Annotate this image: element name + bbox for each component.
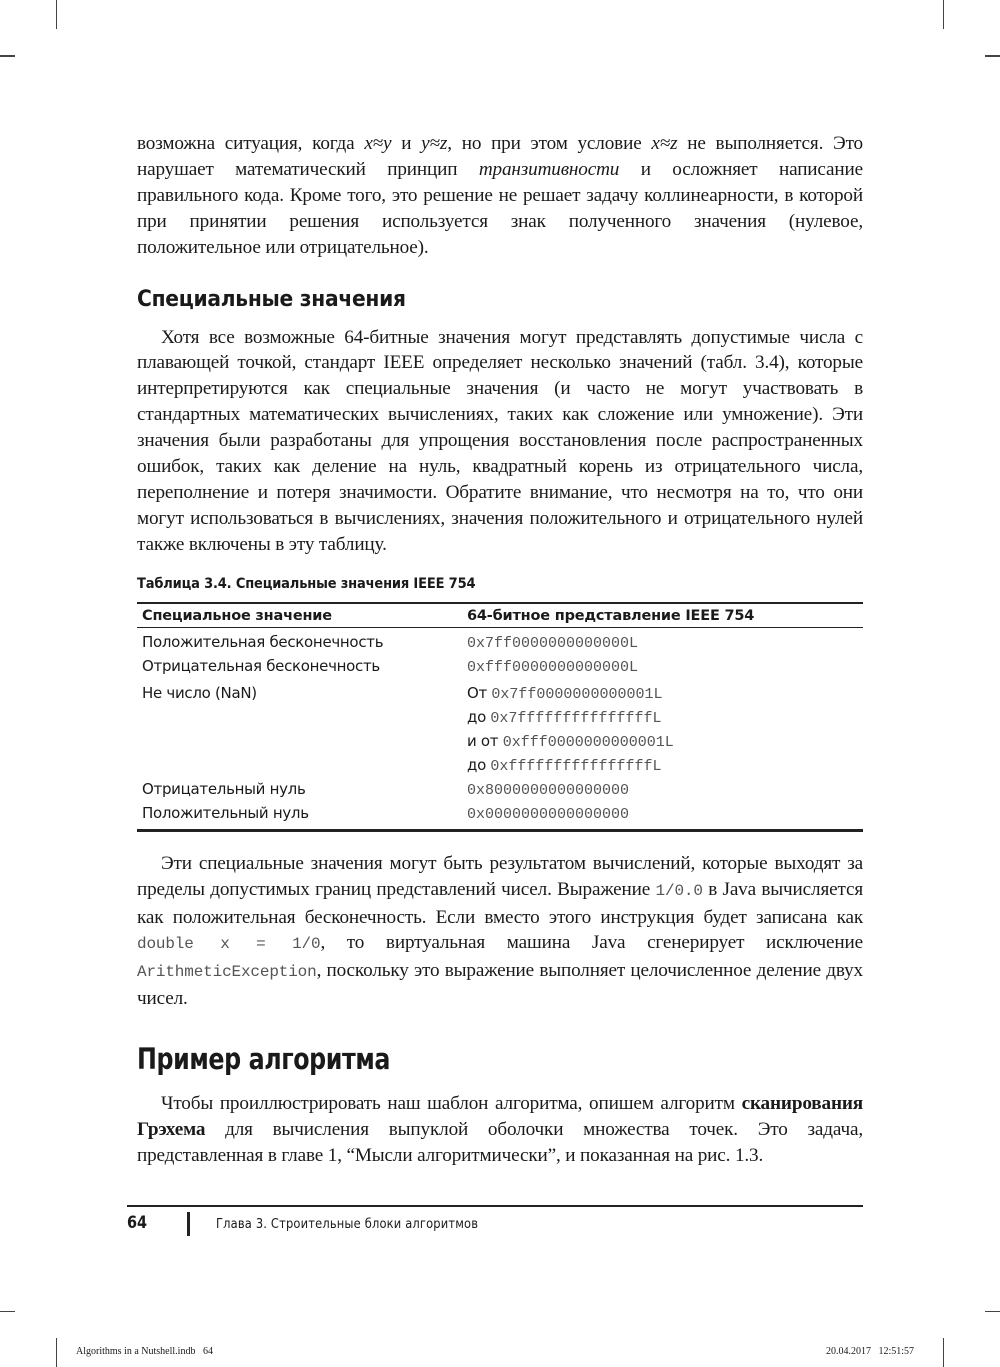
footer-separator (187, 1212, 190, 1236)
cell-value (462, 802, 863, 831)
text-run: возможна ситуация, когда (137, 133, 365, 154)
page-number: 64 (127, 1213, 148, 1233)
inline-code: 1/0.0 (655, 881, 703, 900)
table-row (137, 679, 863, 778)
range-prefix: От (467, 683, 492, 702)
crop-mark-top-right-vertical (943, 0, 944, 29)
text-run: не выполняется. Это нарушает математический принцип (137, 133, 863, 180)
cell-value-nan-range (462, 679, 863, 778)
hex-value: 0x8000000000000000 (467, 781, 630, 799)
hex-value: 0x7ff0000000000001L (491, 685, 663, 703)
hex-value: 0x0000000000000000 (467, 805, 630, 823)
cell-name: Положительный нуль (142, 803, 309, 822)
slug-datetime: 20.04.2017 12:51:57 (826, 1346, 915, 1357)
text-run: , то виртуальная машина Java сгенерирует исключение (320, 932, 863, 954)
cell-name: Отрицательная бесконечность (142, 656, 380, 675)
hex-value: 0xffffffffffffffffL (490, 757, 662, 775)
crop-mark-bottom-right-horizontal (985, 1311, 1000, 1312)
crop-mark-top-right-horizontal (985, 55, 1000, 57)
slug-filename: Algorithms in a Nutshell.indb 64 (76, 1346, 213, 1357)
running-footer-title: Глава 3. Строительные блоки алгоритмов (216, 1216, 479, 1232)
nan-range-line (467, 754, 858, 778)
table-header-row (137, 603, 863, 628)
table-caption: Таблица 3.4. Специальные значения IEEE 754 (137, 575, 476, 592)
math-expression: y≈z (421, 133, 448, 154)
cell-name: Положительная бесконечность (142, 632, 384, 651)
text-run: и (391, 133, 422, 154)
section-heading-special-values: Специальные значения (137, 286, 406, 312)
crop-mark-bottom-left-vertical (56, 1338, 57, 1367)
cell-name: Отрицательный нуль (142, 779, 306, 798)
column-header-ieee-representation: 64-битное представление IEEE 754 (462, 603, 863, 628)
math-expression: x≈z (651, 133, 678, 154)
nan-range-line (467, 730, 858, 754)
special-values-paragraph: Хотя все возможные 64-битные значения могут представлять допустимые числа с плавающей точкой, стандарт IEEE определяет несколько значений (табл. 3.4), которые интерпретируются как специальные значения (и часто не могут участвовать в стандартных математических вычислениях, таких как сложение или умножение). Эти значения были разработаны для упрощения восстановления после распространенных ошибок, таких как деление на нуль, квадратный корень из отрицательного числа, переполнение и потеря значимости. Обратите внимание, что несмотря на то, что они могут использоваться в вычислениях, значения положительного и отрицательного нулей также включены в эту таблицу. (137, 326, 863, 555)
nan-range-line (467, 682, 858, 706)
text-run: и осложняет написание правильного кода. Кроме того, это решение не решает задачу коллинеарности, в которой при принятии решения используется знак полученного значения (нулевое, положительное или отрицательное). (137, 158, 863, 258)
text-run: Чтобы проиллюстрировать наш шаблон алгоритма, опишем алгоритм (161, 1093, 742, 1115)
column-header-special-value: Специальное значение (137, 603, 462, 628)
cell-value (462, 627, 863, 655)
algorithm-example-paragraph (137, 1091, 863, 1169)
table-row (137, 778, 863, 802)
range-prefix: до (467, 755, 491, 774)
emphasis-term: транзитивности (478, 158, 620, 180)
text-run: для вычисления выпуклой оболочки множества точек. Это задача, представленная в главе 1, “Мысли алгоритмически”, и показанная на рис. 1.3. (137, 1119, 863, 1166)
crop-mark-bottom-left-horizontal (0, 1311, 15, 1312)
math-expression: x≈y (364, 133, 392, 154)
crop-mark-bottom-right-vertical (943, 1338, 944, 1367)
text-run: , поскольку это выражение выполняет целочисленное деление двух чисел. (137, 960, 863, 1010)
nan-range-line (467, 706, 858, 730)
hex-value: 0x7fffffffffffffffL (490, 709, 662, 727)
text-run: , но при этом условие (447, 133, 652, 154)
hex-value: 0xfff0000000000001L (502, 733, 674, 751)
text-run: в Java вычисляется как положительная бесконечность. Если вместо этого инструкция будет записана как (137, 878, 863, 928)
intro-paragraph (137, 131, 863, 261)
cell-name: Не число (NaN) (142, 683, 257, 702)
table-row (137, 655, 863, 679)
table-row (137, 627, 863, 655)
inline-code: ArithmeticException (137, 963, 317, 982)
hex-value: 0x7ff0000000000000L (467, 634, 639, 652)
table-row (137, 802, 863, 831)
special-values-table (137, 602, 863, 832)
crop-mark-top-left-vertical (56, 0, 57, 29)
cell-value (462, 655, 863, 679)
crop-mark-top-left-horizontal (0, 55, 15, 57)
range-prefix: и от (467, 731, 503, 750)
footer-rule (127, 1205, 863, 1207)
hex-value: 0xfff0000000000000L (467, 658, 639, 676)
section-heading-algorithm-example: Пример алгоритма (137, 1042, 391, 1077)
cell-value (462, 778, 863, 802)
range-prefix: до (467, 707, 491, 726)
page-content (137, 131, 863, 1169)
after-table-paragraph (137, 851, 863, 1012)
bold-term: сканирования Грэхема (137, 1093, 863, 1141)
text-run: Эти специальные значения могут быть результатом вычислений, которые выходят за пределы допустимых границ представлений чисел. Выражение (137, 852, 863, 900)
inline-code: double x = 1/0 (137, 935, 321, 954)
